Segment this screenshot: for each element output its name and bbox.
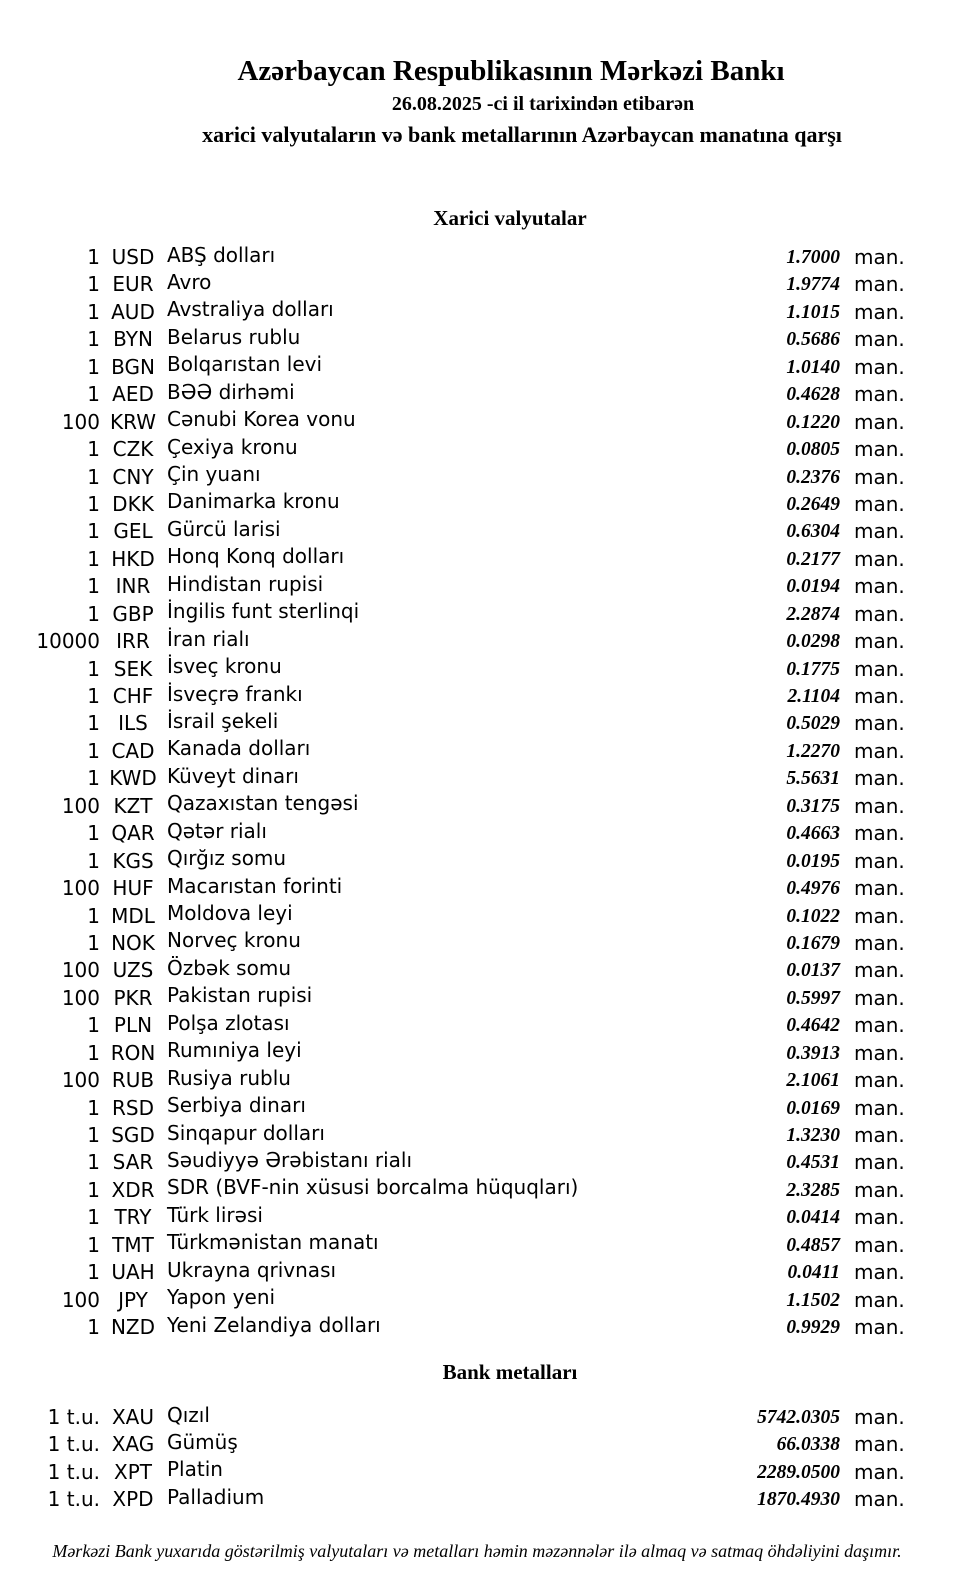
currency-name-cell: Qızıl (167, 1402, 210, 1427)
unit-cell: man. (854, 1068, 905, 1093)
rate-row (30, 1404, 907, 1431)
rate-row (30, 1122, 907, 1149)
rate-row (30, 930, 907, 957)
rate-row (30, 491, 907, 518)
quantity-cell: 100 (61, 985, 100, 1010)
rate-row (30, 1204, 907, 1231)
rate-row (30, 1149, 907, 1176)
quantity-cell: 1 (87, 1013, 100, 1038)
currency-name-cell: Ukrayna qrivnası (167, 1257, 337, 1282)
unit-cell: man. (854, 958, 905, 983)
quantity-cell: 1 (87, 848, 100, 873)
currency-code-cell: BGN (111, 354, 155, 379)
currency-code-cell: AUD (111, 299, 155, 324)
rate-value-cell: 0.4531 (786, 1152, 840, 1174)
rate-row (30, 628, 907, 655)
currency-name-cell: Sinqapur dolları (167, 1120, 325, 1145)
quantity-cell: 1 (87, 1232, 100, 1257)
currency-name-cell: İran rialı (167, 626, 250, 651)
rate-row (30, 793, 907, 820)
currency-code-cell: SGD (111, 1123, 155, 1147)
unit-cell: man. (854, 629, 905, 654)
quantity-cell: 1 (87, 1150, 100, 1175)
currency-code-cell: XPD (112, 1487, 154, 1512)
currency-name-cell: İsveç kronu (167, 654, 282, 679)
rate-row (30, 903, 907, 930)
currency-code-cell: KWD (109, 766, 157, 791)
quantity-cell: 1 (87, 491, 100, 516)
currency-rate-table (0, 244, 954, 1342)
rate-row (30, 299, 907, 326)
quantity-cell: 1 (87, 738, 100, 763)
quantity-cell: 1 (87, 354, 100, 379)
rate-row (30, 1040, 907, 1067)
rate-row (30, 601, 907, 628)
currency-name-cell: Qırğız somu (167, 846, 287, 871)
currency-name-cell: Avstraliya dolları (167, 297, 334, 322)
unit-cell: man. (854, 437, 905, 462)
rate-row (30, 1431, 907, 1458)
quantity-cell: 1 (87, 327, 100, 352)
rate-row (30, 1177, 907, 1204)
rate-value-cell: 0.0298 (786, 631, 840, 653)
currency-name-cell: Danimarka kronu (167, 489, 340, 514)
quantity-cell: 1 (87, 684, 100, 708)
currency-name-cell: Türkmənistan manatı (167, 1230, 379, 1255)
unit-cell: man. (854, 1123, 905, 1147)
unit-cell: man. (854, 930, 905, 955)
rate-value-cell: 0.1022 (786, 905, 840, 927)
currency-code-cell: SEK (113, 656, 153, 681)
currency-name-cell: İsveçrə frankı (167, 681, 303, 706)
quantity-cell: 1 (87, 821, 100, 846)
rate-row (30, 683, 907, 710)
unit-cell: man. (854, 519, 905, 544)
unit-cell: man. (854, 903, 905, 928)
currency-name-cell: Macarıstan forinti (167, 873, 343, 898)
rate-value-cell: 2289.0500 (757, 1461, 840, 1483)
unit-cell: man. (854, 1287, 905, 1312)
currency-name-cell: Çin yuanı (167, 462, 261, 486)
rate-row (30, 848, 907, 875)
currency-name-cell: BƏƏ dirhəmi (167, 379, 295, 404)
currency-name-cell: Kanada dolları (167, 736, 311, 761)
unit-cell: man. (854, 985, 905, 1010)
rate-value-cell: 1.2270 (786, 740, 840, 762)
rate-row (30, 1287, 907, 1314)
rate-value-cell: 0.0137 (786, 960, 840, 982)
unit-cell: man. (854, 272, 905, 297)
unit-cell: man. (854, 1205, 905, 1230)
currency-name-cell: İsrail şekeli (167, 708, 279, 733)
rate-value-cell: 0.4628 (786, 384, 840, 406)
quantity-cell: 100 (61, 1287, 100, 1312)
currency-code-cell: CHF (112, 684, 154, 708)
rate-value-cell: 0.5686 (786, 329, 840, 351)
quantity-cell: 1 (87, 1123, 100, 1147)
currency-code-cell: TRY (114, 1205, 152, 1230)
currency-code-cell: BYN (113, 327, 153, 352)
rate-value-cell: 0.2649 (786, 493, 840, 515)
unit-cell: man. (854, 354, 905, 379)
rate-value-cell: 1.1502 (786, 1289, 840, 1311)
currency-name-cell: Norveç kronu (167, 928, 301, 953)
rate-value-cell: 2.1061 (786, 1070, 840, 1092)
currency-name-cell: Belarus rublu (167, 324, 301, 349)
quantity-cell: 1 (87, 1177, 100, 1202)
currency-name-cell: Bolqarıstan levi (167, 352, 323, 377)
quantity-cell: 100 (61, 409, 100, 434)
currency-name-cell: Avro (167, 269, 212, 294)
unit-cell: man. (854, 1315, 905, 1340)
rate-value-cell: 2.1104 (787, 686, 840, 707)
metal-rate-table (0, 1404, 954, 1514)
unit-cell: man. (854, 1232, 905, 1257)
unit-cell: man. (854, 491, 905, 516)
quantity-cell: 1 (87, 1205, 100, 1230)
rate-value-cell: 0.0411 (787, 1262, 840, 1284)
quantity-cell: 100 (61, 876, 100, 901)
rate-row (30, 573, 907, 600)
currency-code-cell: CAD (111, 738, 155, 763)
quantity-cell: 1 t.u. (47, 1459, 100, 1484)
rate-row (30, 518, 907, 545)
unit-cell: man. (854, 245, 905, 269)
currency-code-cell: XAU (111, 1405, 155, 1429)
page-title: Azərbaycan Respublikasının Mərkəzi Bankı (237, 55, 785, 87)
rate-value-cell: 0.6304 (786, 521, 840, 543)
quantity-cell: 1 (87, 272, 100, 297)
rate-value-cell: 0.5029 (786, 713, 840, 735)
currency-code-cell: CZK (112, 437, 154, 462)
currency-code-cell: GBP (112, 601, 154, 626)
rate-row (30, 1095, 907, 1122)
currency-code-cell: ILS (118, 711, 148, 736)
rate-row (30, 738, 907, 765)
quantity-cell: 100 (61, 1068, 100, 1093)
rate-value-cell: 0.4976 (786, 878, 840, 900)
currency-name-cell: Moldova leyi (167, 901, 293, 925)
effective-date-line: 26.08.2025 -ci il tarixindən etibarən (391, 93, 695, 115)
unit-cell: man. (854, 1040, 905, 1065)
unit-cell: man. (854, 299, 905, 324)
unit-cell: man. (854, 382, 905, 407)
quantity-cell: 1 (87, 601, 100, 626)
currency-name-cell: Palladium (167, 1484, 265, 1509)
rate-value-cell: 66.0338 (776, 1434, 840, 1456)
currency-name-cell: Serbiya dinarı (167, 1093, 306, 1118)
currency-name-cell: Rusiya rublu (167, 1065, 291, 1090)
unit-cell: man. (854, 574, 905, 599)
unit-cell: man. (854, 327, 905, 352)
rate-value-cell: 0.4642 (786, 1015, 840, 1037)
rate-row (30, 436, 907, 463)
rate-row (30, 985, 907, 1012)
unit-cell: man. (854, 848, 905, 873)
currency-code-cell: RON (110, 1040, 156, 1065)
unit-cell: man. (854, 1405, 905, 1429)
currency-code-cell: HKD (111, 546, 155, 571)
rate-value-cell: 2.3285 (786, 1179, 840, 1201)
rate-value-cell: 0.4857 (786, 1234, 840, 1256)
unit-cell: man. (854, 1013, 905, 1038)
rate-value-cell: 0.0414 (786, 1207, 840, 1229)
quantity-cell: 1 (87, 382, 100, 407)
rate-value-cell: 1.9774 (786, 274, 840, 296)
rate-row (30, 409, 907, 436)
rate-row (30, 1067, 907, 1094)
currency-code-cell: XAG (111, 1432, 155, 1457)
currency-code-cell: DKK (112, 491, 154, 516)
rate-value-cell: 0.1220 (786, 411, 840, 433)
currency-code-cell: UZS (112, 958, 154, 983)
quantity-cell: 1 (87, 519, 100, 544)
unit-cell: man. (854, 1459, 905, 1484)
quantity-cell: 1 (87, 1260, 100, 1285)
currency-code-cell: TMT (112, 1232, 154, 1257)
unit-cell: man. (854, 1150, 905, 1175)
currency-name-cell: Pakistan rupisi (167, 983, 313, 1008)
currency-code-cell: PLN (113, 1013, 153, 1038)
quantity-cell: 1 (87, 656, 100, 681)
rate-value-cell: 5.5631 (786, 768, 840, 790)
currency-name-cell: Çexiya kronu (167, 434, 298, 459)
currency-name-cell: SDR (BVF-nin xüsusi borcalma hüquqları) (167, 1175, 579, 1200)
quantity-cell: 1 (87, 930, 100, 955)
unit-cell: man. (854, 711, 905, 736)
unit-cell: man. (854, 1432, 905, 1457)
section-heading-foreign-currencies: Xarici valyutalar (433, 206, 587, 230)
quantity-cell: 100 (61, 793, 100, 818)
currency-code-cell: RSD (112, 1095, 154, 1120)
subtitle: xarici valyutaların və bank metallarının Azərbaycan manatına qarşı (202, 122, 842, 147)
rate-row (30, 464, 907, 491)
currency-name-cell: Rumıniya leyi (167, 1038, 302, 1063)
currency-code-cell: JPY (118, 1287, 148, 1312)
quantity-cell: 1 (87, 1315, 100, 1340)
quantity-cell: 1 t.u. (47, 1432, 100, 1457)
currency-name-cell: Polşa zlotası (167, 1010, 290, 1035)
quantity-cell: 1 (87, 574, 100, 599)
currency-name-cell: Qətər rialı (167, 818, 267, 843)
rate-row (30, 326, 907, 353)
unit-cell: man. (854, 1487, 905, 1512)
rate-row (30, 1459, 907, 1486)
unit-cell: man. (854, 766, 905, 791)
currency-name-cell: Platin (167, 1457, 223, 1482)
unit-cell: man. (854, 684, 905, 708)
rate-value-cell: 0.1679 (786, 932, 840, 954)
section-heading-bank-metals: Bank metalları (442, 1360, 578, 1384)
quantity-cell: 1 (87, 903, 100, 928)
unit-cell: man. (854, 793, 905, 818)
rate-value-cell: 0.3913 (786, 1042, 840, 1064)
currency-code-cell: GEL (113, 519, 153, 544)
quantity-cell: 1 (87, 1040, 100, 1065)
unit-cell: man. (854, 876, 905, 901)
currency-code-cell: MDL (111, 903, 155, 928)
currency-name-cell: İngilis funt sterlinqi (167, 599, 360, 624)
currency-name-cell: Küveyt dinarı (167, 763, 299, 788)
currency-code-cell: CNY (112, 464, 154, 489)
currency-name-cell: Yeni Zelandiya dolları (167, 1312, 381, 1337)
rate-value-cell: 5742.0305 (757, 1407, 840, 1428)
currency-code-cell: KGS (112, 848, 154, 873)
rate-value-cell: 1870.4930 (757, 1489, 840, 1511)
rate-row (30, 1486, 907, 1513)
unit-cell: man. (854, 738, 905, 763)
rate-value-cell: 0.4663 (786, 823, 840, 845)
rate-value-cell: 1.7000 (786, 247, 840, 268)
rate-value-cell: 0.1775 (786, 658, 840, 680)
rate-row (30, 656, 907, 683)
unit-cell: man. (854, 1260, 905, 1285)
rate-row (30, 381, 907, 408)
rate-row (30, 1259, 907, 1286)
footer-note: Mərkəzi Bank yuxarıda göstərilmiş valyutaları və metalları həmin məzənnələr ilə almaq və satmaq öhdəliyini daşımır. (52, 1541, 902, 1561)
currency-name-cell: Cənubi Korea vonu (167, 407, 356, 432)
rate-row (30, 875, 907, 902)
currency-code-cell: PKR (113, 985, 153, 1010)
rate-row (30, 271, 907, 298)
unit-cell: man. (854, 821, 905, 846)
quantity-cell: 1 (87, 711, 100, 736)
unit-cell: man. (854, 464, 905, 489)
currency-name-cell: ABŞ dolları (167, 242, 276, 267)
rate-value-cell: 2.2874 (786, 603, 840, 625)
unit-cell: man. (854, 601, 905, 626)
currency-code-cell: UAH (111, 1260, 155, 1285)
rate-row (30, 1012, 907, 1039)
currency-code-cell: KZT (113, 793, 153, 818)
rate-row (30, 710, 907, 737)
quantity-cell: 1 (87, 245, 100, 269)
rate-row (30, 1232, 907, 1259)
rate-value-cell: 0.2376 (786, 466, 840, 488)
currency-name-cell: Türk lirəsi (167, 1202, 263, 1227)
rate-value-cell: 0.2177 (786, 548, 840, 570)
currency-name-cell: Honq Konq dolları (167, 544, 345, 569)
currency-name-cell: Gümüş (167, 1429, 238, 1454)
rate-row (30, 244, 907, 271)
rate-value-cell: 1.0140 (786, 356, 840, 378)
currency-code-cell: RUB (111, 1068, 155, 1093)
currency-name-cell: Yapon yeni (167, 1285, 276, 1310)
rate-value-cell: 0.0195 (786, 850, 840, 872)
rate-value-cell: 0.0194 (786, 576, 840, 598)
rate-row (30, 765, 907, 792)
rate-value-cell: 0.9929 (786, 1317, 840, 1339)
unit-cell: man. (854, 409, 905, 434)
currency-name-cell: Özbək somu (167, 955, 291, 980)
rate-row (30, 1314, 907, 1341)
quantity-cell: 1 (87, 546, 100, 571)
currency-code-cell: INR (115, 574, 151, 599)
quantity-cell: 1 (87, 299, 100, 324)
quantity-cell: 1 (87, 437, 100, 462)
unit-cell: man. (854, 1177, 905, 1202)
currency-code-cell: SAR (112, 1150, 154, 1175)
rate-row (30, 354, 907, 381)
currency-code-cell: AED (112, 382, 154, 407)
currency-code-cell: IRR (116, 629, 150, 654)
quantity-cell: 1 (87, 766, 100, 791)
currency-code-cell: HUF (112, 876, 154, 901)
currency-code-cell: NOK (111, 930, 155, 955)
currency-code-cell: KRW (110, 409, 156, 434)
rate-value-cell: 1.3230 (786, 1125, 840, 1146)
currency-code-cell: USD (111, 245, 155, 269)
currency-code-cell: QAR (111, 821, 155, 846)
currency-code-cell: XDR (111, 1177, 155, 1202)
rate-value-cell: 0.3175 (786, 795, 840, 817)
currency-name-cell: Qazaxıstan tengəsi (167, 791, 359, 816)
rate-value-cell: 0.0169 (786, 1097, 840, 1119)
quantity-cell: 1 (87, 1095, 100, 1120)
currency-code-cell: XPT (114, 1459, 152, 1484)
currency-name-cell: Hindistan rupisi (167, 571, 324, 596)
unit-cell: man. (854, 1095, 905, 1120)
unit-cell: man. (854, 656, 905, 681)
currency-code-cell: EUR (112, 272, 154, 297)
rate-row (30, 957, 907, 984)
rate-row (30, 546, 907, 573)
rate-value-cell: 1.1015 (786, 301, 840, 323)
quantity-cell: 1 (87, 464, 100, 489)
rate-value-cell: 0.5997 (786, 987, 840, 1009)
quantity-cell: 1 t.u. (47, 1487, 100, 1512)
currency-name-cell: Gürcü larisi (167, 516, 281, 541)
quantity-cell: 1 t.u. (47, 1405, 100, 1429)
currency-name-cell: Səudiyyə Ərəbistanı rialı (167, 1147, 413, 1172)
rate-value-cell: 0.0805 (786, 439, 840, 461)
unit-cell: man. (854, 546, 905, 571)
currency-code-cell: NZD (110, 1315, 156, 1340)
rate-row (30, 820, 907, 847)
quantity-cell: 100 (61, 958, 100, 983)
quantity-cell: 10000 (36, 629, 100, 654)
